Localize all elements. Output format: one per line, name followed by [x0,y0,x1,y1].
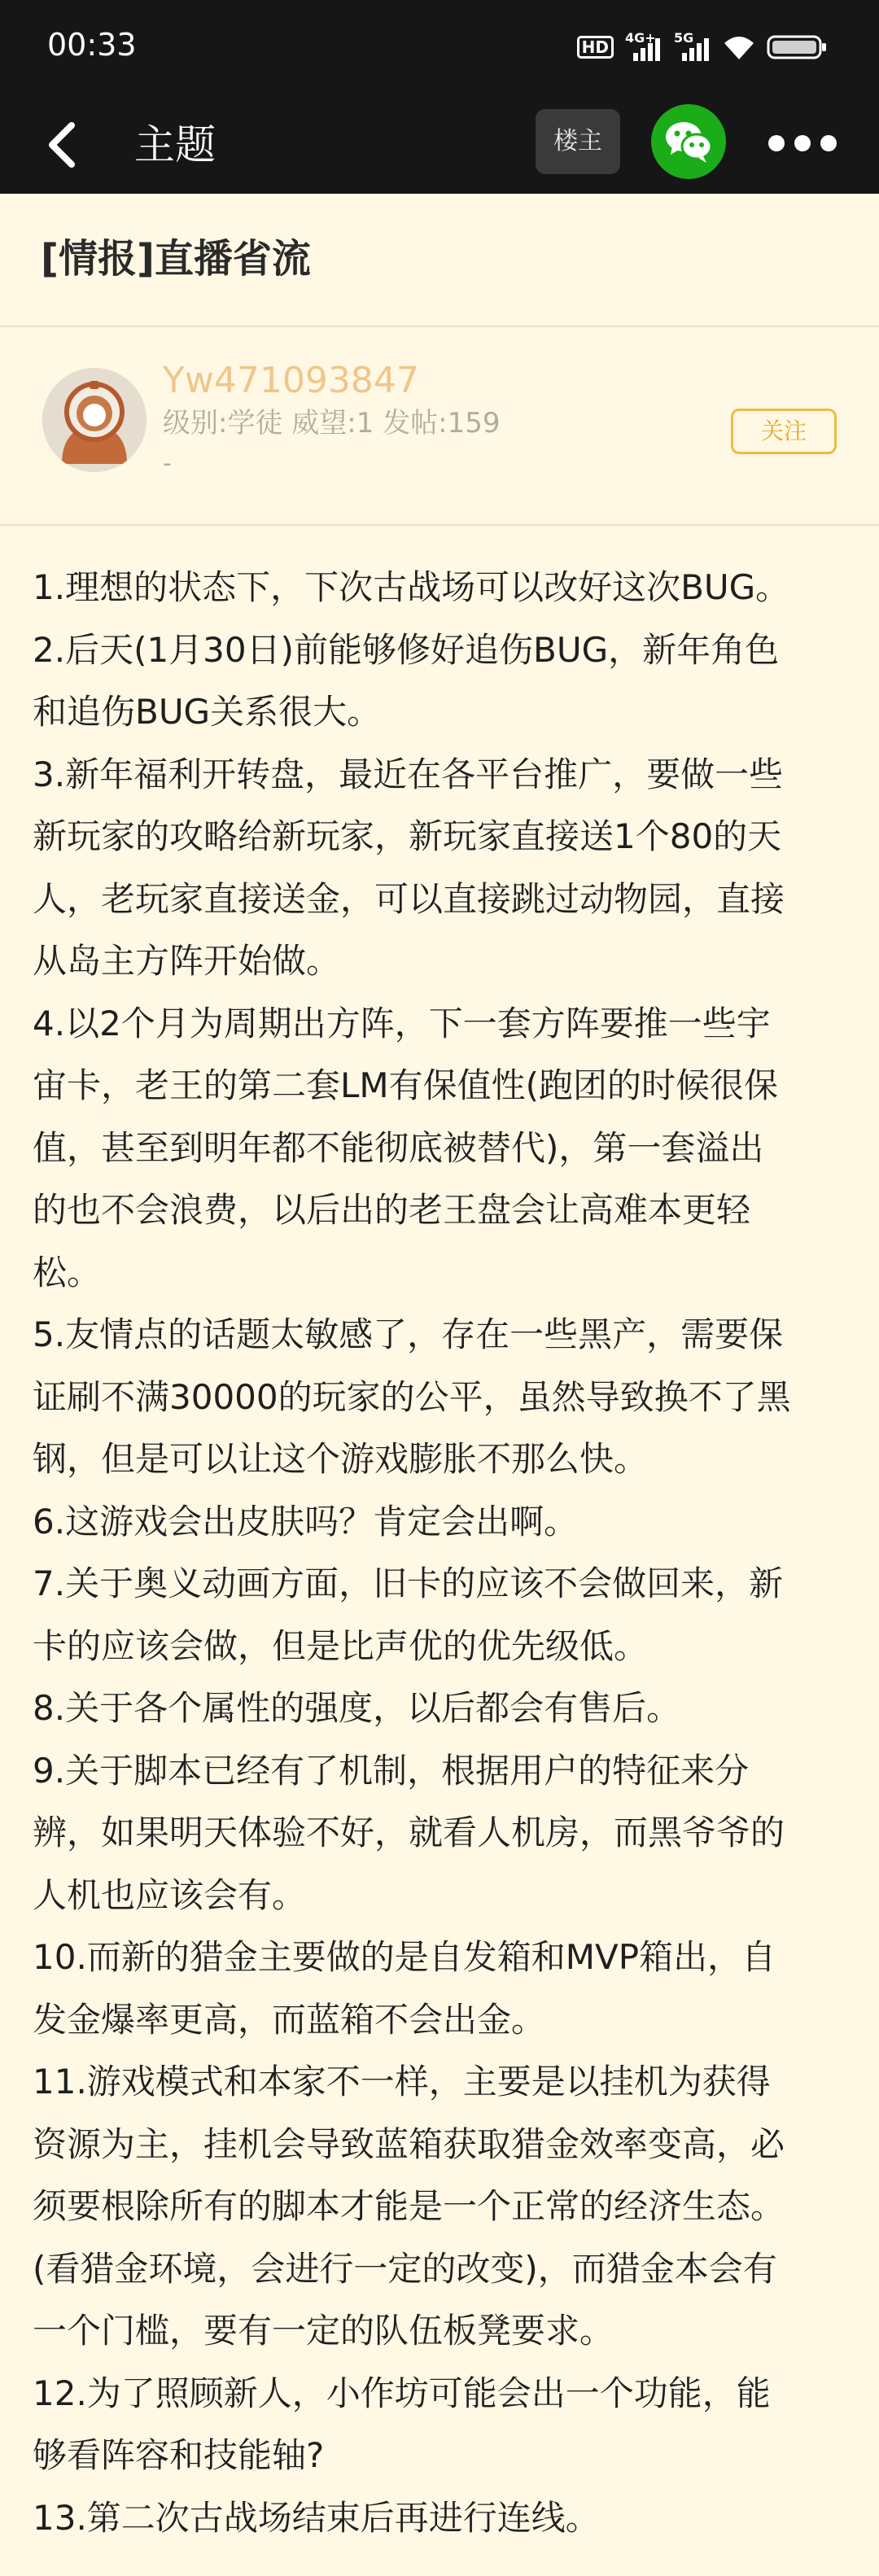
signal-4g-icon [625,30,663,61]
status-time: 00:33 [47,27,137,63]
post-line: 6.这游戏会出皮肤吗？肯定会出啊。 [33,1501,579,1542]
post-line: 2.后天(1月30日)前能够修好追伤BUG，新年角色 [33,629,780,670]
signal-5g-label: 5G [674,30,694,46]
post-line: 资源为主，挂机会导致蓝箱获取猎金效率变高，必 [33,2123,785,2164]
avatar[interactable] [42,368,146,472]
author-meta: 级别:学徒 威望:1 发帖:159 [163,407,501,440]
post-line: 宙卡，老王的第二套LM有保值性(跑团的时候很保 [33,1065,779,1105]
post-line: 松。 [33,1252,102,1292]
post-line: 一个门槛，要有一定的队伍板凳要求。 [33,2311,614,2351]
post-line: 钢，但是可以让这个游戏膨胀不那么快。 [33,1439,649,1479]
post-line: 13.第二次古战场结束后再进行连线。 [33,2497,600,2538]
post-line: 8.关于各个属性的强度，以后都会有售后。 [33,1688,681,1728]
post-line: 的也不会浪费，以后出的老王盘会让高难本更轻 [33,1190,751,1230]
signal-4g-label: 4G+ [625,30,656,46]
post-line: 证刷不满30000的玩家的公平，虽然导致换不了黑 [33,1376,791,1417]
author-signature: - [163,449,172,478]
post-line: 1.理想的状态下，下次古战场可以改好这次BUG。 [33,567,790,607]
more-dots-icon [765,120,840,166]
wechat-share-button[interactable] [651,104,726,179]
author-name[interactable]: Yw471093847 [163,360,419,401]
post-line: 和追伤BUG关系很大。 [33,692,382,732]
status-bar [0,0,879,96]
author-card [0,327,879,526]
post-line: 够看阵容和技能轴? [33,2435,325,2475]
post-line: 9.关于脚本已经有了机制，根据用户的特征来分 [33,1750,750,1791]
post-line: 4.以2个月为周期出方阵，下一套方阵要推一些宇 [33,1003,771,1043]
post-line: 卡的应该会做，但是比声优的优先级低。 [33,1625,649,1666]
post-line: 从岛主方阵开始做。 [33,941,341,981]
post-line: 须要根除所有的脚本才能是一个正常的经济生态。 [33,2186,785,2226]
more-options-button[interactable] [765,120,840,166]
status-icons [577,31,829,63]
app-header [0,96,879,194]
post-line: 10.而新的猎金主要做的是自发箱和MVP箱出，自 [33,1937,776,1977]
post-line: 人，老玩家直接送金，可以直接跳过动物园，直接 [33,878,785,919]
post-line: 发金爆率更高，而蓝箱不会出金。 [33,1999,546,2040]
thread-title-bar [0,194,879,327]
post-line: 11.游戏模式和本家不一样，主要是以挂机为获得 [33,2062,771,2101]
post-line: 人机也应该会有。 [33,1874,307,1915]
thread-title: [情报]直播省流 [41,236,311,282]
post-line: (看猎金环境，会进行一定的改变)，而猎金本会有 [33,2248,777,2289]
wifi-icon [723,33,755,61]
post-line: 7.关于奥义动画方面，旧卡的应该不会做回来，新 [33,1564,784,1603]
wechat-icon [663,117,715,166]
post-line: 辨，如果明天体验不好，就看人机房，而黑爷爷的 [33,1813,785,1852]
signal-5g-icon [674,30,711,61]
only-owner-button[interactable]: 楼主 [536,109,620,174]
chevron-left-icon[interactable] [42,119,88,171]
battery-icon [767,33,829,61]
post-line: 12.为了照顾新人，小作坊可能会出一个功能，能 [33,2373,771,2413]
post-line: 值，甚至到明年都不能彻底被替代)，第一套溢出 [33,1127,764,1168]
post-line: 新玩家的攻略给新玩家，新玩家直接送1个80的天 [33,816,782,856]
post-content [33,557,846,2549]
hd-icon: HD [577,36,614,59]
follow-button[interactable]: 关注 [731,409,837,454]
page-title: 主题 [134,121,216,168]
post-line: 3.新年福利开转盘，最近在各平台推广，要做一些 [33,754,784,794]
post-line: 5.友情点的话题太敏感了，存在一些黑产，需要保 [33,1314,784,1354]
